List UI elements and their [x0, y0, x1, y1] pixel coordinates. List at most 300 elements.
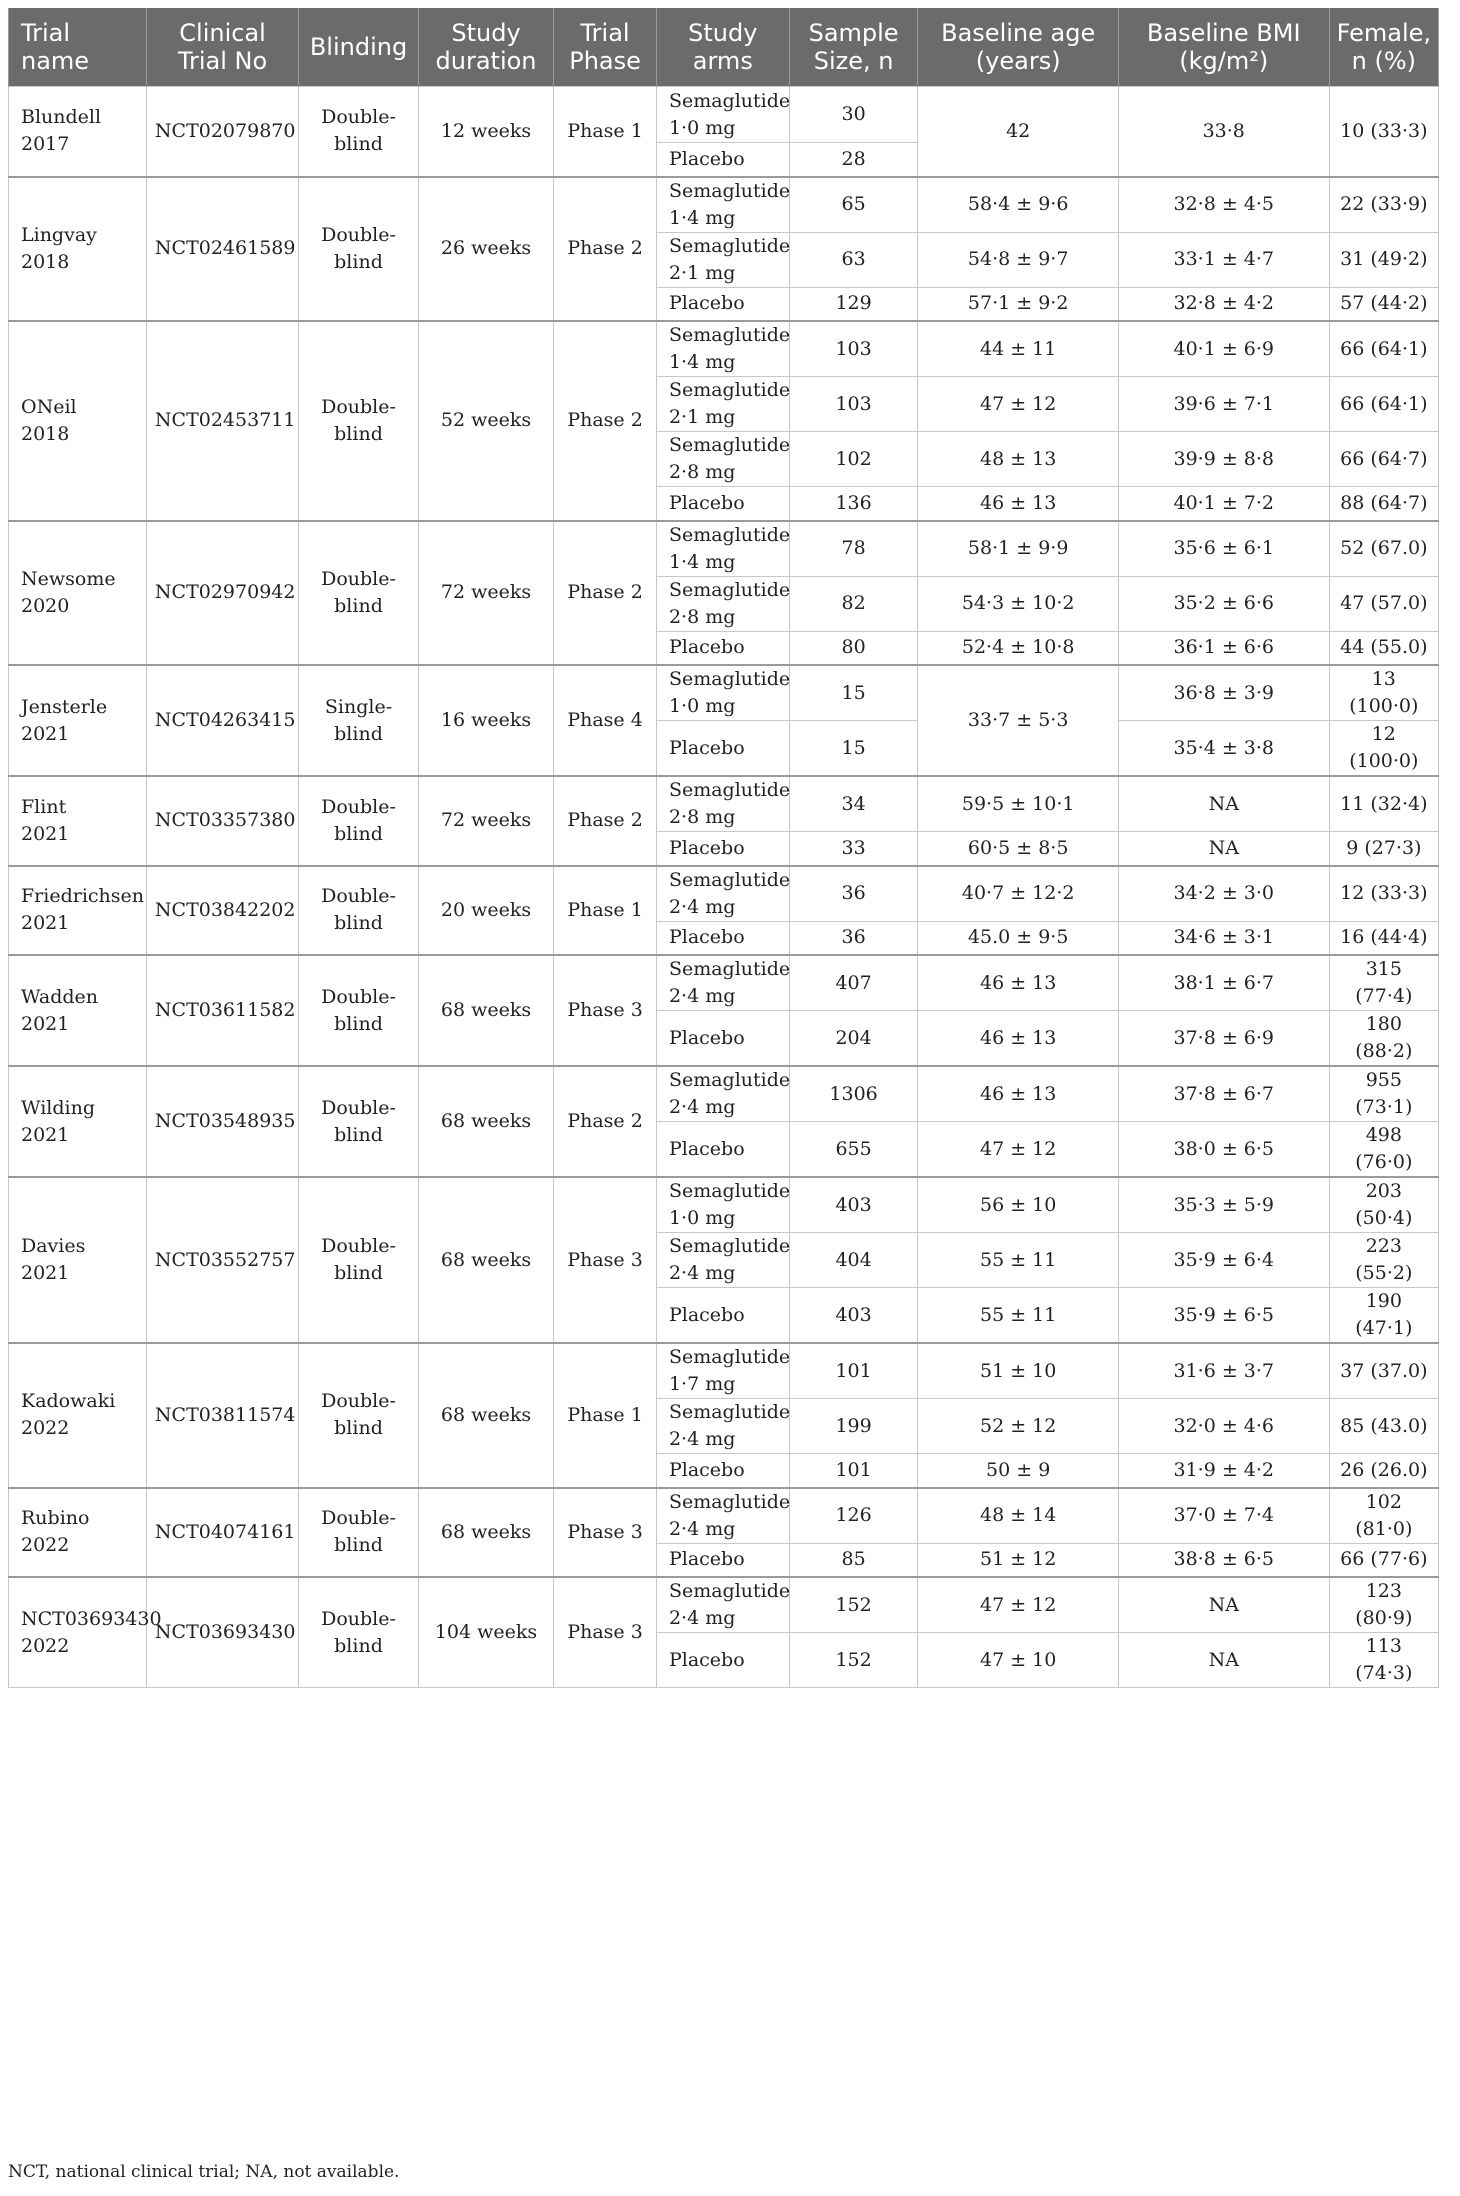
baseline-age-cell: 47 ± 10: [918, 1633, 1118, 1688]
clinical-trial-no-cell: NCT02079870: [146, 87, 298, 177]
study-arm-cell-line: 2·8 mg: [668, 461, 736, 483]
study-arm-cell-line: 2·8 mg: [668, 605, 736, 628]
female-cell: 37 (37.0): [1329, 1343, 1438, 1399]
table-row: [9, 955, 1439, 1011]
baseline-bmi-cell: 38·0 ± 6·5: [1118, 1122, 1329, 1178]
study-arm-cell-line: Semaglutide: [668, 1180, 791, 1202]
trial-phase-cell: Phase 1: [554, 87, 657, 177]
female-cell: 66 (64·7): [1329, 432, 1438, 487]
study-arm-cell-line: Placebo: [668, 1303, 745, 1326]
header-baseline-age: Baseline age (years): [918, 8, 1118, 87]
baseline-age-cell: 46 ± 13: [918, 487, 1118, 521]
sample-size-cell: 407: [789, 955, 918, 1011]
blinding-cell: [299, 776, 419, 866]
sample-size-cell: 103: [789, 377, 918, 432]
blinding-cell-line: Double-: [321, 1507, 396, 1530]
study-arm-cell-line: Placebo: [668, 292, 745, 315]
study-arm-cell-line: Placebo: [668, 1026, 745, 1049]
trial-name-cell-line: 2021: [21, 1123, 70, 1146]
study-arm-cell-line: Placebo: [668, 1648, 745, 1671]
blinding-cell-line: Double-: [321, 985, 396, 1008]
study-arm-cell-line: 2·1 mg: [668, 261, 736, 284]
blinding-cell-line: Double-: [321, 885, 396, 908]
blinding-cell-line: Double-: [321, 795, 396, 818]
clinical-trial-no-cell: NCT03811574: [146, 1343, 298, 1488]
study-arm-cell: [656, 576, 789, 631]
sample-size-cell: 33: [789, 832, 918, 866]
study-arm-cell-line: Semaglutide: [668, 379, 791, 401]
baseline-age-cell: 50 ± 9: [918, 1454, 1118, 1488]
female-cell: 12 (33·3): [1329, 866, 1438, 922]
trial-phase-cell: Phase 2: [554, 776, 657, 866]
baseline-bmi-cell: 33·1 ± 4·7: [1118, 232, 1329, 287]
baseline-age-cell: 54·8 ± 9·7: [918, 232, 1118, 287]
study-arm-cell-line: Semaglutide: [668, 1235, 791, 1257]
baseline-bmi-cell: 36·8 ± 3·9: [1118, 665, 1329, 721]
sample-size-cell: 152: [789, 1577, 918, 1633]
study-arm-cell: [656, 177, 789, 233]
blinding-cell-line: blind: [334, 722, 383, 745]
baseline-age-cell: 40·7 ± 12·2: [918, 866, 1118, 922]
baseline-bmi-cell: 38·8 ± 6·5: [1118, 1543, 1329, 1577]
baseline-age-cell: 46 ± 13: [918, 955, 1118, 1011]
sample-size-cell: 34: [789, 776, 918, 832]
study-arm-cell: [656, 1288, 789, 1344]
baseline-bmi-cell: 36·1 ± 6·6: [1118, 631, 1329, 665]
trial-name-cell: [9, 1177, 147, 1343]
blinding-cell: [299, 665, 419, 776]
trial-name-cell-line: Wadden: [21, 985, 99, 1008]
trial-phase-cell: Phase 2: [554, 521, 657, 666]
sample-size-cell: 36: [789, 866, 918, 922]
study-arm-cell: [656, 487, 789, 521]
study-arm-cell-line: Semaglutide: [668, 434, 791, 456]
female-cell: 16 (44·4): [1329, 921, 1438, 955]
study-duration-cell: 68 weeks: [418, 1177, 553, 1343]
trials-table: [8, 8, 1439, 1688]
study-arm-cell: [656, 232, 789, 287]
study-arm-cell-line: 2·4 mg: [668, 895, 736, 918]
study-arm-cell-line: 2·4 mg: [668, 1096, 736, 1118]
female-cell: 47 (57.0): [1329, 576, 1438, 631]
baseline-age-cell: 54·3 ± 10·2: [918, 576, 1118, 631]
study-arm-cell: [656, 866, 789, 922]
trial-name-cell-line: 2017: [21, 133, 70, 156]
clinical-trial-no-cell: NCT02453711: [146, 321, 298, 521]
trial-name-cell-line: ONeil: [21, 395, 77, 418]
female-cell: 22 (33·9): [1329, 177, 1438, 233]
blinding-cell-line: Double-: [321, 223, 396, 246]
study-arm-cell-line: 1·4 mg: [668, 550, 736, 573]
sample-size-cell: 82: [789, 576, 918, 631]
header-baseline-bmi: Baseline BMI (kg/m²): [1118, 8, 1329, 87]
study-duration-cell: 16 weeks: [418, 665, 553, 776]
baseline-bmi-cell: 35·9 ± 6·5: [1118, 1288, 1329, 1344]
header-row: [9, 8, 1439, 87]
sample-size-cell: 136: [789, 487, 918, 521]
sample-size-cell: 126: [789, 1488, 918, 1544]
baseline-bmi-cell: 31·6 ± 3·7: [1118, 1343, 1329, 1399]
trial-name-cell: [9, 1577, 162, 1688]
blinding-cell: [299, 1066, 419, 1177]
study-arm-cell: [656, 955, 789, 1011]
study-arm-cell-line: Semaglutide: [668, 89, 791, 112]
sample-size-cell: 129: [789, 287, 918, 321]
study-arm-cell-line: Semaglutide: [668, 958, 791, 980]
blinding-cell: [299, 1177, 419, 1343]
female-cell: 26 (26.0): [1329, 1454, 1438, 1488]
study-arm-cell-line: 2·4 mg: [668, 1517, 736, 1540]
study-arm-cell: [656, 1233, 789, 1288]
sample-size-cell: 85: [789, 1543, 918, 1577]
clinical-trial-no-cell: NCT04263415: [146, 665, 298, 776]
study-arm-cell: [656, 521, 789, 577]
baseline-bmi-cell: 39·6 ± 7·1: [1118, 377, 1329, 432]
study-arm-cell-line: Semaglutide: [668, 179, 791, 202]
trial-name-cell: [9, 665, 147, 776]
baseline-bmi-cell: 35·4 ± 3·8: [1118, 721, 1329, 777]
baseline-bmi-cell: 32·8 ± 4·2: [1118, 287, 1329, 321]
trial-name-cell-line: Davies: [21, 1235, 86, 1257]
study-duration-cell: 68 weeks: [418, 1343, 553, 1488]
study-arm-cell-line: Semaglutide: [668, 1580, 791, 1602]
trials-table-container: [8, 8, 1439, 1688]
baseline-age-cell: 47 ± 12: [918, 377, 1118, 432]
study-arm-cell-line: Semaglutide: [668, 1069, 791, 1091]
blinding-cell-line: Double-: [321, 567, 396, 590]
trial-name-cell: [9, 1343, 147, 1488]
female-cell: 10 (33·3): [1329, 87, 1438, 177]
trial-name-cell-line: Blundell: [21, 106, 102, 129]
trial-name-cell-line: 2022: [21, 1534, 70, 1557]
baseline-age-cell: 42: [918, 87, 1118, 177]
study-arm-cell-line: 2·8 mg: [668, 806, 736, 828]
study-arm-cell-line: Placebo: [668, 147, 745, 170]
study-arm-cell-line: Placebo: [668, 1548, 745, 1571]
study-duration-cell: 12 weeks: [418, 87, 553, 177]
header-study-arms: Study arms: [656, 8, 789, 87]
sample-size-cell: 103: [789, 321, 918, 377]
blinding-cell: [299, 521, 419, 666]
female-cell: 955 (73·1): [1329, 1066, 1438, 1122]
study-duration-cell: 68 weeks: [418, 1066, 553, 1177]
baseline-age-cell: 44 ± 11: [918, 321, 1118, 377]
female-cell: 52 (67.0): [1329, 521, 1438, 577]
study-arm-cell-line: Placebo: [668, 836, 745, 859]
study-arm-cell-line: 1·4 mg: [668, 206, 736, 229]
baseline-age-cell: 55 ± 11: [918, 1288, 1118, 1344]
female-cell: 31 (49·2): [1329, 232, 1438, 287]
clinical-trial-no-cell: NCT03693430: [146, 1577, 298, 1688]
trial-name-cell-line: 2022: [21, 1634, 70, 1657]
female-cell: 88 (64·7): [1329, 487, 1438, 521]
sample-size-cell: 403: [789, 1177, 918, 1233]
study-arm-cell-line: 1·7 mg: [668, 1373, 736, 1395]
blinding-cell-line: blind: [334, 250, 383, 273]
clinical-trial-no-cell: NCT03548935: [146, 1066, 298, 1177]
study-duration-cell: 104 weeks: [418, 1577, 553, 1688]
blinding-cell: [299, 87, 419, 177]
blinding-cell-line: blind: [334, 1123, 383, 1146]
study-arm-cell: [656, 87, 789, 143]
clinical-trial-no-cell: NCT02461589: [146, 177, 298, 322]
header-clinical-trial-no: Clinical Trial No: [146, 8, 298, 87]
study-arm-cell-line: Semaglutide: [668, 1346, 791, 1368]
female-cell: 66 (64·1): [1329, 321, 1438, 377]
trial-phase-cell: Phase 4: [554, 665, 657, 776]
sample-size-cell: 65: [789, 177, 918, 233]
study-arm-cell: [656, 1543, 789, 1577]
header-trial-phase: Trial Phase: [554, 8, 657, 87]
trial-name-cell: [9, 521, 147, 666]
female-cell: 57 (44·2): [1329, 287, 1438, 321]
blinding-cell-line: Double-: [321, 1096, 396, 1119]
trial-name-cell-line: 2022: [21, 1417, 70, 1440]
baseline-age-cell: 51 ± 12: [918, 1543, 1118, 1577]
sample-size-cell: 101: [789, 1454, 918, 1488]
baseline-bmi-cell: 37·8 ± 6·7: [1118, 1066, 1329, 1122]
baseline-bmi-cell: 32·8 ± 4·5: [1118, 177, 1329, 233]
clinical-trial-no-cell: NCT03552757: [146, 1177, 298, 1343]
sample-size-cell: 15: [789, 665, 918, 721]
trial-phase-cell: Phase 2: [554, 1066, 657, 1177]
sample-size-cell: 28: [789, 143, 918, 177]
sample-size-cell: 63: [789, 232, 918, 287]
female-cell: 44 (55.0): [1329, 631, 1438, 665]
clinical-trial-no-cell: NCT02970942: [146, 521, 298, 666]
baseline-bmi-cell: 37·8 ± 6·9: [1118, 1011, 1329, 1067]
sample-size-cell: 199: [789, 1399, 918, 1454]
baseline-age-cell: 60·5 ± 8·5: [918, 832, 1118, 866]
table-body: [9, 87, 1439, 1688]
blinding-cell-line: Double-: [321, 106, 396, 129]
baseline-bmi-cell: NA: [1118, 776, 1329, 832]
trial-name-cell-line: Friedrichsen: [21, 885, 145, 908]
study-arm-cell-line: Placebo: [668, 491, 745, 514]
blinding-cell: [299, 1343, 419, 1488]
baseline-age-cell: 51 ± 10: [918, 1343, 1118, 1399]
sample-size-cell: 101: [789, 1343, 918, 1399]
baseline-age-cell: 58·4 ± 9·6: [918, 177, 1118, 233]
study-arm-cell-line: 1·0 mg: [668, 695, 736, 717]
blinding-cell-line: blind: [334, 422, 383, 445]
study-arm-cell-line: Placebo: [668, 636, 745, 659]
trial-name-cell: [9, 866, 147, 956]
trial-name-cell-line: Kadowaki: [21, 1390, 116, 1413]
sample-size-cell: 78: [789, 521, 918, 577]
blinding-cell-line: blind: [334, 594, 383, 617]
trial-name-cell-line: Lingvay: [21, 223, 97, 246]
female-cell: 66 (64·1): [1329, 377, 1438, 432]
trial-name-cell-line: 2021: [21, 822, 70, 845]
baseline-bmi-cell: 34·6 ± 3·1: [1118, 921, 1329, 955]
sample-size-cell: 80: [789, 631, 918, 665]
sample-size-cell: 204: [789, 1011, 918, 1067]
baseline-bmi-cell: NA: [1118, 1577, 1329, 1633]
trial-phase-cell: Phase 1: [554, 1343, 657, 1488]
sample-size-cell: 36: [789, 921, 918, 955]
female-cell: 66 (77·6): [1329, 1543, 1438, 1577]
blinding-cell-line: blind: [334, 912, 383, 935]
baseline-age-cell: 52 ± 12: [918, 1399, 1118, 1454]
header-female: Female, n (%): [1329, 8, 1438, 87]
study-arm-cell: [656, 321, 789, 377]
blinding-cell-line: blind: [334, 1012, 383, 1035]
female-cell: 498 (76·0): [1329, 1122, 1438, 1178]
study-arm-cell: [656, 1066, 789, 1122]
trial-name-cell-line: Newsome: [21, 567, 116, 590]
table-row: [9, 321, 1439, 377]
baseline-bmi-cell: 37·0 ± 7·4: [1118, 1488, 1329, 1544]
table-row: [9, 1066, 1439, 1122]
trial-phase-cell: Phase 3: [554, 1577, 657, 1688]
study-arm-cell: [656, 721, 789, 777]
blinding-cell-line: blind: [334, 1417, 383, 1440]
trial-name-cell: [9, 955, 147, 1066]
sample-size-cell: 30: [789, 87, 918, 143]
sample-size-cell: 403: [789, 1288, 918, 1344]
clinical-trial-no-cell: NCT04074161: [146, 1488, 298, 1578]
study-arm-cell-line: Semaglutide: [668, 523, 791, 546]
study-arm-cell-line: Placebo: [668, 1458, 745, 1481]
baseline-bmi-cell: 35·6 ± 6·1: [1118, 521, 1329, 577]
study-arm-cell-line: Semaglutide: [668, 1490, 791, 1513]
baseline-age-cell: 45.0 ± 9·5: [918, 921, 1118, 955]
study-arm-cell-line: Placebo: [668, 926, 745, 949]
study-arm-cell: [656, 776, 789, 832]
study-duration-cell: 52 weeks: [418, 321, 553, 521]
baseline-bmi-cell: 32·0 ± 4·6: [1118, 1399, 1329, 1454]
table-row: [9, 521, 1439, 577]
trial-phase-cell: Phase 3: [554, 1488, 657, 1578]
study-arm-cell: [656, 287, 789, 321]
sample-size-cell: 655: [789, 1122, 918, 1178]
blinding-cell-line: Single-: [324, 695, 393, 718]
blinding-cell-line: blind: [334, 1534, 383, 1557]
trial-phase-cell: Phase 2: [554, 177, 657, 322]
baseline-age-cell: 33·7 ± 5·3: [918, 665, 1118, 776]
baseline-age-cell: 59·5 ± 10·1: [918, 776, 1118, 832]
blinding-cell-line: blind: [334, 1262, 383, 1284]
study-duration-cell: 68 weeks: [418, 955, 553, 1066]
sample-size-cell: 1306: [789, 1066, 918, 1122]
female-cell: 85 (43.0): [1329, 1399, 1438, 1454]
study-arm-cell: [656, 1488, 789, 1544]
study-arm-cell-line: 2·4 mg: [668, 985, 736, 1007]
study-arm-cell: [656, 432, 789, 487]
trial-name-cell-line: Flint: [21, 795, 67, 818]
table-row: [9, 1577, 1439, 1633]
trial-name-cell-line: 2018: [21, 422, 70, 445]
study-arm-cell: [656, 1399, 789, 1454]
baseline-bmi-cell: 40·1 ± 7·2: [1118, 487, 1329, 521]
study-duration-cell: 68 weeks: [418, 1488, 553, 1578]
table-row: [9, 1343, 1439, 1399]
baseline-age-cell: 57·1 ± 9·2: [918, 287, 1118, 321]
study-arm-cell-line: Semaglutide: [668, 668, 791, 690]
baseline-age-cell: 47 ± 12: [918, 1122, 1118, 1178]
female-cell: 315 (77·4): [1329, 955, 1438, 1011]
table-row: [9, 1177, 1439, 1233]
study-arm-cell: [656, 665, 789, 721]
clinical-trial-no-cell: NCT03842202: [146, 866, 298, 956]
header-study-duration: Study duration: [418, 8, 553, 87]
study-duration-cell: 72 weeks: [418, 521, 553, 666]
trial-name-cell-line: 2021: [21, 722, 70, 745]
female-cell: 123 (80·9): [1329, 1577, 1438, 1633]
study-arm-cell: [656, 832, 789, 866]
baseline-bmi-cell: 35·9 ± 6·4: [1118, 1233, 1329, 1288]
trial-name-cell: [9, 177, 147, 322]
female-cell: 223 (55·2): [1329, 1233, 1438, 1288]
study-arm-cell-line: Semaglutide: [668, 578, 791, 601]
study-duration-cell: 72 weeks: [418, 776, 553, 866]
female-cell: 9 (27·3): [1329, 832, 1438, 866]
study-arm-cell: [656, 1177, 789, 1233]
trial-name-cell: [9, 776, 147, 866]
sample-size-cell: 152: [789, 1633, 918, 1688]
study-arm-cell-line: 2·1 mg: [668, 406, 736, 428]
study-duration-cell: 26 weeks: [418, 177, 553, 322]
baseline-age-cell: 46 ± 13: [918, 1066, 1118, 1122]
trial-phase-cell: Phase 1: [554, 866, 657, 956]
baseline-age-cell: 58·1 ± 9·9: [918, 521, 1118, 577]
study-arm-cell-line: 2·4 mg: [668, 1262, 736, 1284]
blinding-cell: [299, 177, 419, 322]
trial-name-cell-line: 2018: [21, 250, 70, 273]
study-arm-cell: [656, 631, 789, 665]
baseline-bmi-cell: 35·2 ± 6·6: [1118, 576, 1329, 631]
study-arm-cell-line: Semaglutide: [668, 779, 791, 801]
study-arm-cell: [656, 377, 789, 432]
baseline-bmi-cell: 40·1 ± 6·9: [1118, 321, 1329, 377]
study-arm-cell: [656, 921, 789, 955]
study-arm-cell: [656, 143, 789, 177]
trial-name-cell-line: 2020: [21, 594, 70, 617]
female-cell: 12 (100·0): [1329, 721, 1438, 777]
table-row: [9, 866, 1439, 922]
study-arm-cell: [656, 1633, 789, 1688]
trial-name-cell-line: NCT03693430: [21, 1607, 162, 1630]
study-arm-cell-line: 1·0 mg: [668, 1207, 736, 1229]
baseline-age-cell: 48 ± 14: [918, 1488, 1118, 1544]
table-row: [9, 1488, 1439, 1544]
baseline-bmi-cell: 31·9 ± 4·2: [1118, 1454, 1329, 1488]
trial-phase-cell: Phase 3: [554, 955, 657, 1066]
baseline-bmi-cell: 34·2 ± 3·0: [1118, 866, 1329, 922]
blinding-cell-line: Double-: [321, 1607, 396, 1630]
table-row: [9, 665, 1439, 721]
table-row: [9, 87, 1439, 143]
clinical-trial-no-cell: NCT03357380: [146, 776, 298, 866]
baseline-age-cell: 52·4 ± 10·8: [918, 631, 1118, 665]
header-sample-size: Sample Size, n: [789, 8, 918, 87]
study-arm-cell-line: 1·0 mg: [668, 116, 736, 139]
study-arm-cell-line: 2·4 mg: [668, 1428, 736, 1450]
table-row: [9, 177, 1439, 233]
trial-name-cell-line: Wilding: [21, 1096, 95, 1119]
trial-name-cell: [9, 87, 147, 177]
trial-name-cell: [9, 1066, 147, 1177]
sample-size-cell: 15: [789, 721, 918, 777]
study-arm-cell: [656, 1343, 789, 1399]
trial-name-cell-line: 2021: [21, 912, 70, 935]
table-footnote: NCT, national clinical trial; NA, not available.: [8, 2162, 400, 2182]
study-arm-cell-line: 2·4 mg: [668, 1607, 736, 1629]
study-arm-cell-line: Semaglutide: [668, 324, 791, 346]
blinding-cell-line: Double-: [321, 1235, 396, 1257]
study-arm-cell: [656, 1011, 789, 1067]
